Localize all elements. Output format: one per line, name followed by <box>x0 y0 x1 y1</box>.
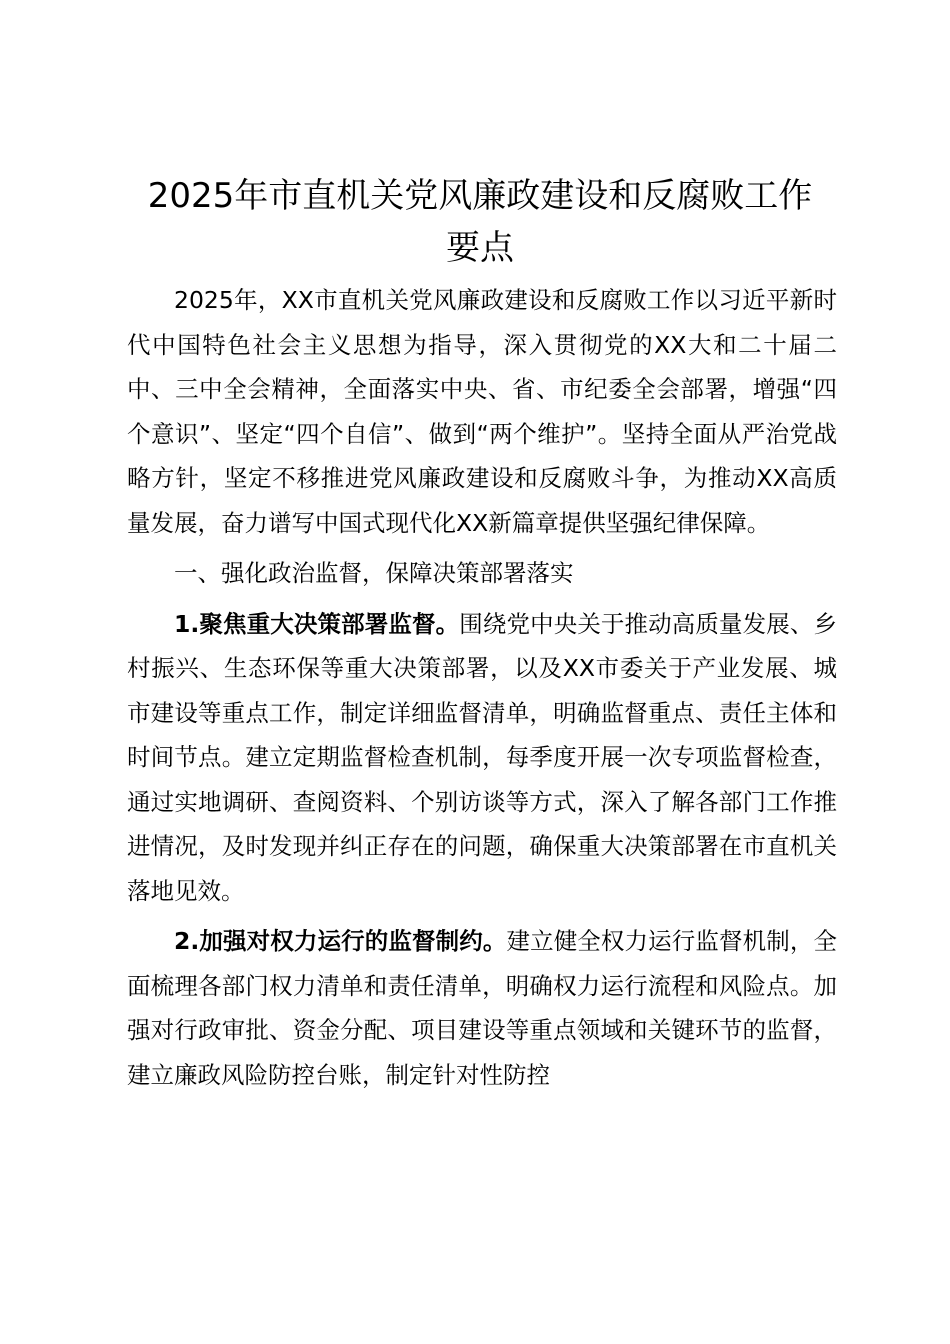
document-body <box>127 278 837 1097</box>
item-paragraph-2 <box>127 919 837 1097</box>
item-1-text: 围绕党中央关于推动高质量发展、乡村振兴、生态环保等重大决策部署，以及XX市委关于产业发展、城市建设等重点工作，制定详细监督清单，明确监督重点、责任主体和时间节点。建立定期监督检查机制，每季度开展一次专项监督检查，通过实地调研、查阅资料、个别访谈等方式，深入了解各部门工作推进情况，及时发现并纠正存在的问题，确保重大决策部署在市直机关落地见效。 <box>127 609 838 905</box>
document-title-line-1: 2025年市直机关党风廉政建设和反腐败工作 <box>147 176 813 216</box>
item-2-text: 建立健全权力运行监督机制，全面梳理各部门权力清单和责任清单，明确权力运行流程和风险点。加强对行政审批、资金分配、项目建设等重点领域和关键环节的监督，建立廉政风险防控台账，制定针对性防控 <box>127 927 838 1089</box>
item-paragraph-1 <box>127 602 837 914</box>
item-2-lead: 2.加强对权力运行的监督制约。 <box>174 927 507 955</box>
item-1-lead: 1.聚焦重大决策部署监督。 <box>174 609 460 638</box>
intro-paragraph: 2025年，XX市直机关党风廉政建设和反腐败工作以习近平新时代中国特色社会主义思想为指导，深入贯彻党的XX大和二十届二中、三中全会精神，全面落实中央、省、市纪委全会部署，增强“四个意识”、坚定“四个自信”、做到“两个维护”。坚持全面从严治党战略方针，坚定不移推进党风廉政建设和反腐败斗争，为推动XX高质量发展，奋力谱写中国式现代化XX新篇章提供坚强纪律保障。 <box>127 286 837 537</box>
document-title-line-2: 要点 <box>446 228 514 268</box>
section-heading-1: 一、强化政治监督，保障决策部署落实 <box>174 559 574 587</box>
